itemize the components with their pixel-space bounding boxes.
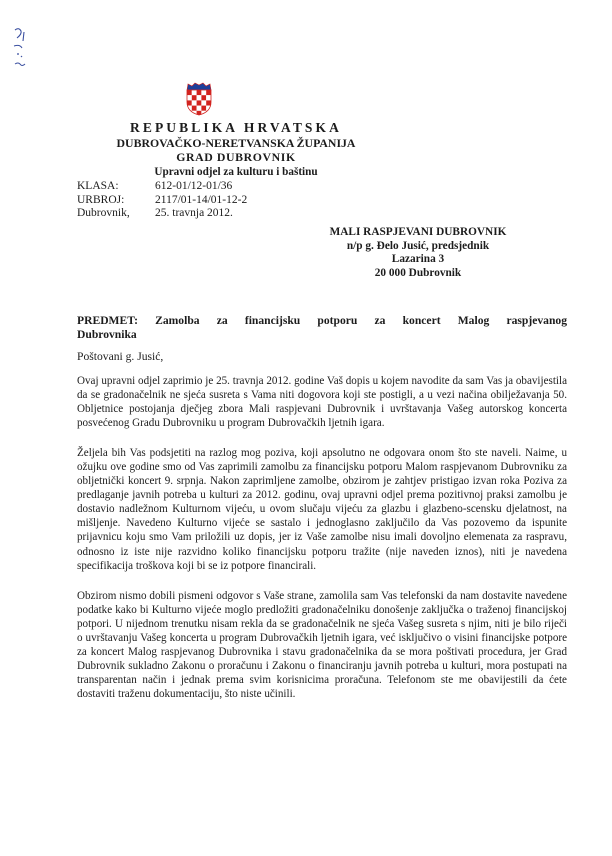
subject-line xyxy=(77,314,567,342)
subject-line-1: PREDMET: Zamolba za financijsku potporu za koncert Malog raspjevanog xyxy=(77,314,567,327)
urbroj-label: URBROJ: xyxy=(77,193,125,206)
coat-checker-square xyxy=(192,95,197,100)
place-date-value: 25. travnja 2012. xyxy=(155,207,233,220)
coat-checker-square xyxy=(197,90,202,95)
klasa-row xyxy=(77,180,247,194)
salutation: Poštovani g. Jusić, xyxy=(77,350,164,363)
subject-line-2: Dubrovnika xyxy=(77,328,137,341)
place-date-label: Dubrovnik, xyxy=(77,207,130,220)
country-name: REPUBLIKA HRVATSKA xyxy=(130,120,342,135)
coat-checker-square xyxy=(197,106,202,111)
department-name: Upravni odjel za kulturu i baštinu xyxy=(154,166,318,178)
coat-checker-square xyxy=(187,90,192,95)
coat-checker-square xyxy=(197,100,202,105)
klasa-label: KLASA: xyxy=(77,180,119,192)
coat-checker-square xyxy=(201,90,206,95)
urbroj-value: 2117/01-14/01-12-2 xyxy=(155,193,248,206)
recipient-address xyxy=(318,226,518,280)
county-name: DUBROVAČKO-NERETVANSKA ŽUPANIJA xyxy=(116,136,356,150)
croatian-coat-of-arms-icon xyxy=(184,82,214,116)
urbroj-row xyxy=(77,194,247,208)
coat-checker-square xyxy=(187,100,192,105)
coat-checker-square xyxy=(192,90,197,95)
body-paragraph: Željela bih Vas podsjetiti na razlog mog poziva, koji apsolutno ne odgovara onom što ste naveli. Naime, u ožujku ove godine smo od Vas zaprimili zamolbu za financijsku potporu Malom raspjevanom Dubrovniku za obljetnički koncert 9. srpnja. Nakon zaprimljene zamolbe, obzirom je zahtjev pristigao izvan roka Poziva za predlaganje javnih potreba u kulturi za 2012. godinu, ovaj upravni odjel prema pozitivnoj praksi zamolbu je dostavio nadležnom Kulturnom vijeću, u ovom slučaju vijeću za glazbu i glazbeno-scensku djelatnost, na mišljenje. Navedeno Kulturno vijeće se sastalo i jednoglasno zaključilo da Vas pozovemo da ispunite prijavnicu koju smo Vam priložili uz dopis, jer iz Vaše zamolbe nisu imali dovoljno elemenata za raspravu, odnosno iz iste nije razvidno koliko financijsku potporu tražite (nije naveden iznos), niti je navedena specifikacija troškova koji bi se iz potpore financirali. xyxy=(77,447,567,572)
institution-header xyxy=(86,120,386,179)
body-paragraph: Obzirom nismo dobili pismeni odgovor s Vaše strane, zamolila sam Vas telefonski da nam dostavite navedene podatke kako bi Kulturno vijeće moglo predložiti gradonačelniku donošenje zaključka o traženoj financijskoj potpori. U nijednom trenutku nisam rekla da se gradonačelnik ne sjeća Vašeg susreta s njim, niti je bilo riječi o uvrštavanju Vašeg koncerta u program Dubrovačkih ljetnih igara, već isključivo o visini financijske potpore za koncert Malog raspjevanog Dubrovnika i stavu gradonačelnika da se mora poštivati procedura, jer Grad Dubrovnik sukladno Zakonu o proračunu i Zakonu o financiranju javnih potreba u kulturi, mora postupati na transparentan način i jednak prema svim korisnicima proračuna. Telefonom ste me obavijestili da ćete dostaviti traženu dokumentaciju, što niste učinili. xyxy=(77,589,567,700)
coat-checker-square xyxy=(187,95,192,100)
coat-checker-square xyxy=(197,95,202,100)
recipient-name: MALI RASPJEVANI DUBROVNIK xyxy=(329,226,507,238)
klasa-value: 612-01/12-01/36 xyxy=(155,180,233,192)
recipient-street: Lazarina 3 xyxy=(391,253,445,265)
coat-checker-square xyxy=(192,106,197,111)
body-paragraph: Ovaj upravni odjel zaprimio je 25. travnja 2012. godine Vaš dopis u kojem navodite da sam Vas ja obavijestila da se gradonačelnik ne sjeća susreta s Vama niti dogovora koji ste postigli, a u vezi načina obilježavanja 50. Obljetnice postojanja dječjeg zbora Mali raspjevani Dubrovnik i uvrštavanja Vašeg autorskog koncerta posvećenog Gradu Dubrovniku u program Dubrovačkih ljetnih igara. xyxy=(77,375,567,430)
coat-checker-square xyxy=(206,95,211,100)
letter-body xyxy=(77,374,567,717)
coat-checker-square xyxy=(201,95,206,100)
recipient-city: 20 000 Dubrovnik xyxy=(374,266,462,279)
coat-checker-square xyxy=(201,100,206,105)
coat-checker-square xyxy=(206,90,211,95)
coat-checker-square xyxy=(201,106,206,111)
coat-checker-square xyxy=(192,100,197,105)
place-date-row xyxy=(77,207,247,221)
reference-block xyxy=(77,180,247,221)
handwritten-margin-mark-icon xyxy=(10,26,32,72)
recipient-attention: n/p g. Đelo Jusić, predsjednik xyxy=(346,239,490,252)
coat-checker-square xyxy=(206,100,211,105)
city-name: GRAD DUBROVNIK xyxy=(176,150,296,164)
